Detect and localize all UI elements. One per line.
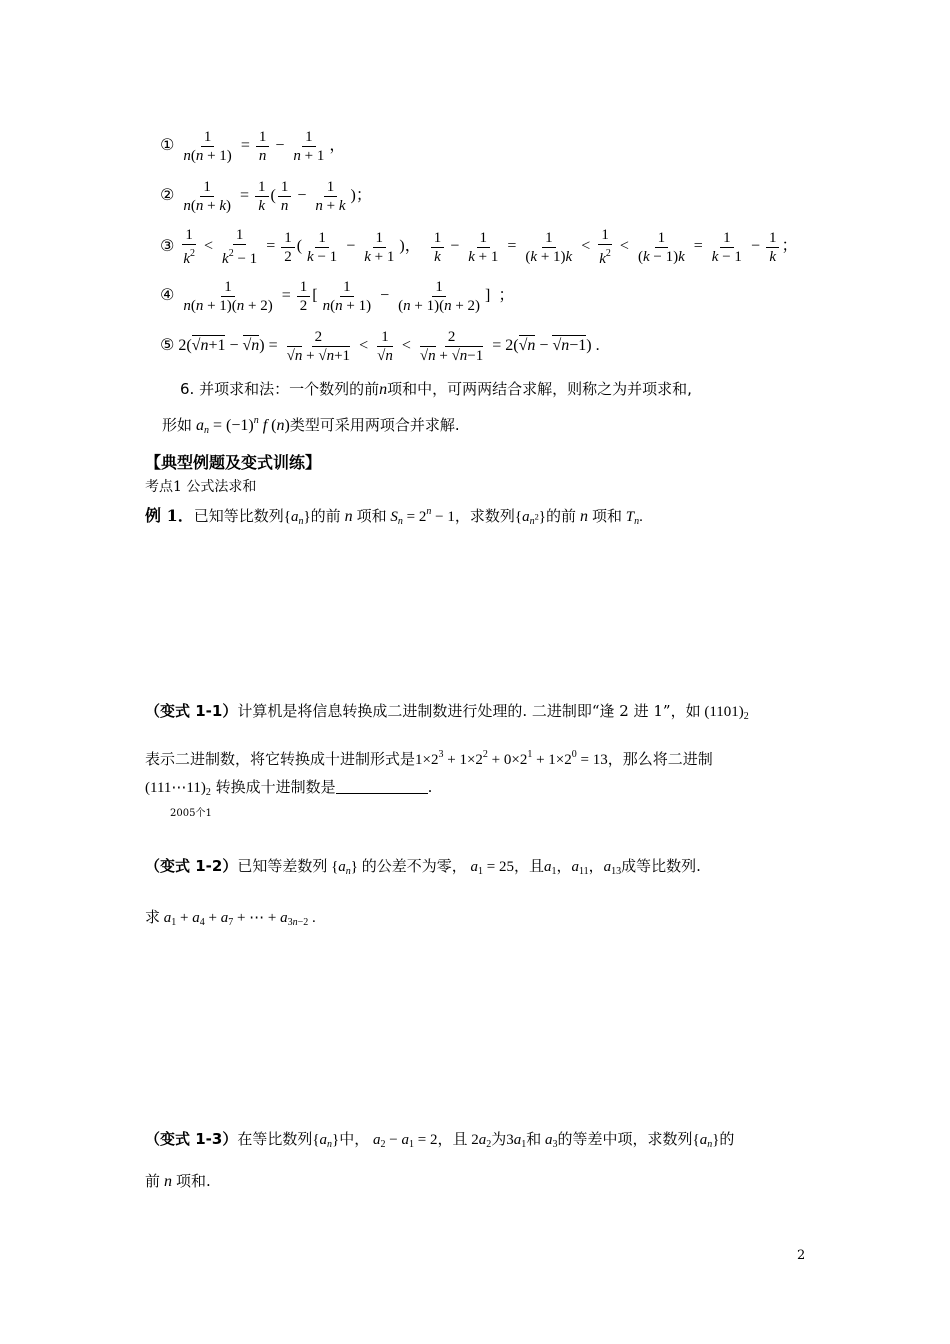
- formula-1-marker: ①: [160, 135, 175, 155]
- formula-5-marker: ⑤: [160, 335, 175, 355]
- variant1-2-line1: （变式 1-2）已知等差数列 $\{a_n\}$ 的公差不为零， $a_1 = 25$，且$a_1$，$a_{11}$，$a_{13}$成等比数列.: [145, 857, 701, 877]
- formula-1: ① $\frac{1}{n(n + 1)}$ = $\frac{1}{n}$ − $\frac{1}{n + 1}$ ，: [160, 129, 346, 164]
- variant1-3-line1: （变式 1-3）在等比数列$\{a_n\}$中， $a_2 - a_1 = 2$，且 $2a_2$为$3a_1$和 $a_3$的等差中项，求数列$\{a_n\}$的: [145, 1130, 735, 1150]
- variant1-1-line3: $(111\cdots 11)_2$ 转换成十进制数是 .: [145, 778, 433, 798]
- item6-line1: 6. 并项求和法：一个数列的前n项和中，可两两结合求解，则称之为并项求和,: [180, 380, 692, 398]
- formula-5: ⑤ 2(√n+1 − √n) = $\frac{2}{√n + √n+1}$ < $\frac{1}{√n}$ < $\frac{2}{√n + √n-1}$ = 2(√n − √n−1) .: [160, 329, 600, 364]
- formula-4: ④ $\frac{1}{n(n + 1)(n + 2)}$ = $\frac{1}{2}$ [ $\frac{1}{n(n + 1)}$ − $\frac{1}{(n + 1)(n + 2)}$ ] ；: [160, 279, 515, 314]
- variant1-3-label: （变式 1-3）: [145, 1130, 238, 1148]
- variant1-2-line2: 求 $a_1 + a_4 + a_7$ + ⋯ + $a_{3n-2}$ .: [145, 908, 316, 928]
- variant1-1-label: （变式 1-1）: [145, 702, 238, 720]
- answer-blank[interactable]: [336, 779, 428, 794]
- variant1-1-line2: 表示二进制数，将它转换成十进制形式是$1\times 2^3 + 1\times 2^2 + 0\times 2^1 + 1\times 2^0 = 13$，那么将二进制: [145, 749, 713, 768]
- formula-2-marker: ②: [160, 185, 175, 205]
- section-heading: 【典型例题及变式训练】: [145, 453, 322, 472]
- formula-3: ③ $\frac{1}{k^2}$ < $\frac{1}{k^2 - 1}$ = $\frac{1}{2}$ ( $\frac{1}{k - 1}$ − $\frac{1}{k + 1}$ )， $\frac{1}{k}$ − $\frac{1}{k + 1}$ = $\frac{1}{(k + 1)k}$ < $\frac{1}{k^2}$ < $\frac{1}{(k - 1)k}$ = $\frac{1}{k - 1}$ − $\frac{1}{k}$ ；: [160, 227, 798, 267]
- item6-line2: 形如 $a_n = (-1)^n$ f (n)类型可采用两项合并求解.: [162, 415, 460, 436]
- example1: 例 1．已知等比数列$\{a_n\}$的前 n 项和 $S_n = 2^n - 1$，求数列$\{a_{n^2}\}$的前 n 项和 $T_n$.: [145, 506, 643, 527]
- variant1-3-line2: 前 n 项和.: [145, 1172, 211, 1190]
- variant1-2-label: （变式 1-2）: [145, 857, 238, 875]
- example1-label: 例 1．: [145, 506, 194, 525]
- section-subheading: 考点1 公式法求和: [145, 479, 257, 495]
- variant1-1-underbrace-note: 2005个1: [170, 808, 212, 819]
- page-number: 2: [797, 1248, 806, 1263]
- formula-3-marker: ③: [160, 235, 175, 255]
- formula-4-marker: ④: [160, 285, 175, 305]
- variant1-1-line1: （变式 1-1）计算机是将信息转换成二进制数进行处理的. 二进制即“逢 2 进 1”，如 $(1101)_2$: [145, 702, 749, 722]
- formula-2: ② $\frac{1}{n(n + k)}$ = $\frac{1}{k}$ ( $\frac{1}{n}$ − $\frac{1}{n + k}$ )；: [160, 179, 372, 214]
